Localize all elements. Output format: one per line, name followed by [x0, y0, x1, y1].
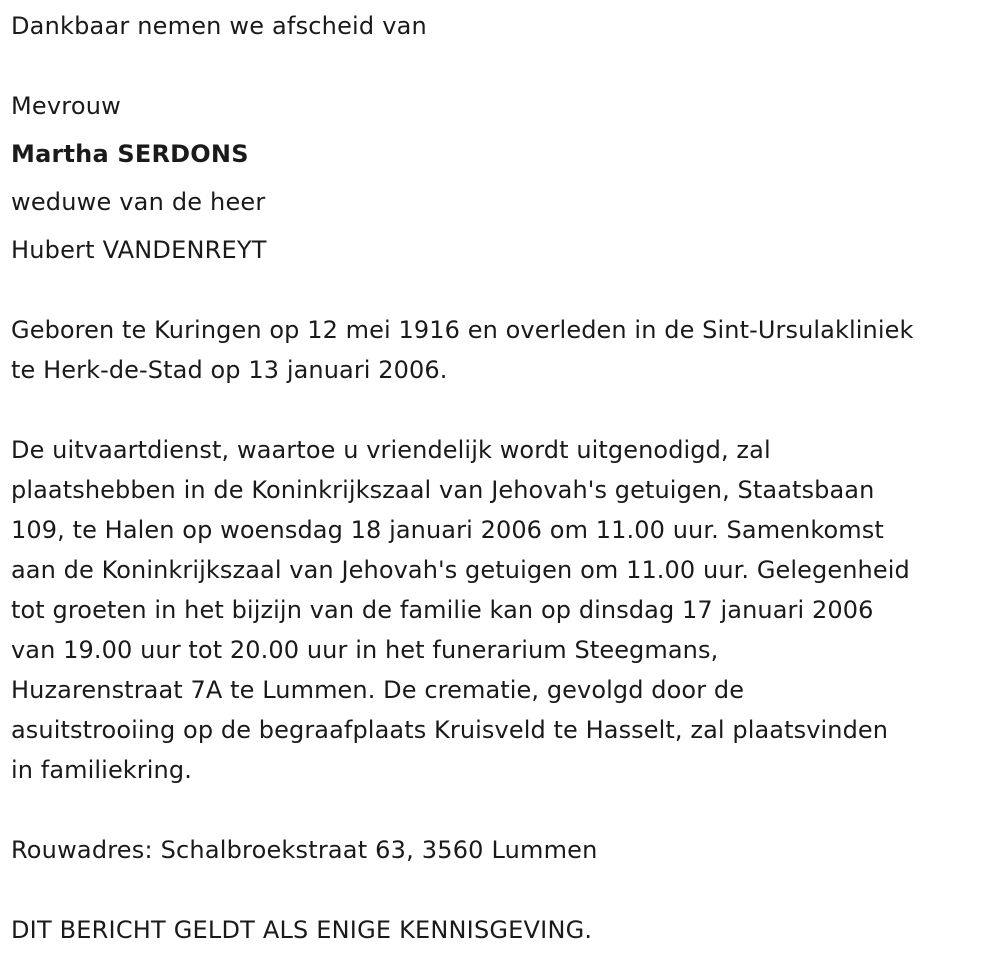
birth-death-paragraph: [11, 310, 996, 390]
intro-text: Dankbaar nemen we afscheid van: [11, 12, 427, 40]
relation-text: weduwe van de heer: [11, 188, 266, 216]
deceased-block: [11, 82, 267, 274]
notice-text: DIT BERICHT GELDT ALS ENIGE KENNISGEVING.: [11, 916, 593, 944]
honorific: Mevrouw: [11, 92, 121, 120]
paragraph-line: te Herk-de-Stad op 13 januari 2006.: [11, 356, 448, 384]
paragraph-line: in familiekring.: [11, 756, 192, 784]
paragraph-line: De uitvaartdienst, waartoe u vriendelijk wordt uitgenodigd, zal: [11, 436, 771, 464]
paragraph-line: van 19.00 uur tot 20.00 uur in het funerarium Steegmans,: [11, 636, 719, 664]
mourning-address: Rouwadres: Schalbroekstraat 63, 3560 Lummen: [11, 836, 598, 864]
paragraph-line: Geboren te Kuringen op 12 mei 1916 en overleden in de Sint-Ursulakliniek: [11, 316, 914, 344]
paragraph-line: Huzarenstraat 7A te Lummen. De crematie, gevolgd door de: [11, 676, 745, 704]
paragraph-line: aan de Koninkrijkszaal van Jehovah's getuigen om 11.00 uur. Gelegenheid: [11, 556, 910, 584]
paragraph-line: 109, te Halen op woensdag 18 januari 2006 om 11.00 uur. Samenkomst: [11, 516, 884, 544]
deceased-name: Martha SERDONS: [11, 140, 249, 168]
spouse-name: Hubert VANDENREYT: [11, 236, 267, 264]
paragraph-line: plaatshebben in de Koninkrijkszaal van Jehovah's getuigen, Staatsbaan: [11, 476, 875, 504]
paragraph-line: tot groeten in het bijzijn van de familie kan op dinsdag 17 januari 2006: [11, 596, 874, 624]
paragraph-line: asuitstrooiing op de begraafplaats Kruisveld te Hasselt, zal plaatsvinden: [11, 716, 889, 744]
funeral-service-paragraph: [11, 430, 996, 790]
